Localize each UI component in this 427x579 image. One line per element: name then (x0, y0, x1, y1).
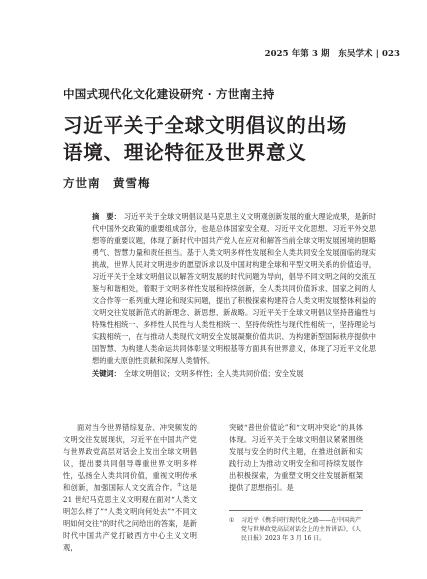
body-text: 面对当今世界错综复杂、冲突频发的文明交往发展现状，习近平在中国共产党与世界政党高层对话会上发出全球文明倡议，提出要共同倡导尊重世界文明多样性，弘扬全人类共同价值，重视文明传承和创新，加强国际人文交流合作。 (63, 423, 197, 492)
body-paragraph-right: 突破“普世价值论”和“文明冲突论”的具体体现。习近平关于全球文明倡议紧紧围绕发展与安全的时代主题，在推进创新和实践行动上为推动文明安全和可持续发展作出积极探索，为重塑文明交往发展新框架提供了思想指引。是 (229, 423, 363, 492)
keywords (92, 368, 376, 380)
footnote-mark: ① (229, 517, 235, 524)
body-text-continued: 这是 21 世纪马克思主义文明观在面对“人类文明怎么样了”“人类文明向何处去”“不同文明如何交往”的时代之问给出的答案，是新时代中国共产党打破西方中心主义文明观， (63, 483, 197, 552)
abstract-label: 摘 要： (92, 212, 121, 221)
article-authors: 方世南 黄雪梅 (63, 176, 151, 190)
footnote (229, 516, 363, 544)
abstract-block (92, 211, 376, 380)
body-column-left (63, 422, 197, 554)
running-head: 2025 年第 3 期 东吴学术 | 023 (264, 49, 400, 59)
article-header (63, 86, 363, 191)
keywords-text: 全球文明倡议；文明多样性；全人类共同价值；安全发展 (123, 369, 304, 378)
article-title: 习近平关于全球文明倡议的出场语境、理论特征及世界意义 (63, 114, 348, 164)
abstract (92, 211, 376, 367)
body-column-right (229, 422, 363, 494)
abstract-text: 习近平关于全球文明倡议是马克思主义文明观创新发展的重大理论成果，是新时代中国外交政策的重要组成部分，也是总体国家安全观、习近平文化思想、习近平外交思想等的重要议题，体现了新时代中国共产党人在应对和解答当前全球文明发展困境的胆略勇气、智慧力量和责任担当。基于人类文明多样性发展和全人类共同安全发展面临的现实挑战，世界人民对文明进步的愿望诉求以及中国对构建全球和平型文明关系的价值追寻，习近平关于全球文明倡议以解答文明发展的时代问题为导向，倡导不同文明之间的交流互鉴与和谐相处，着眼于文明多样性发展和持续创新，全人类共同价值诉求、国家之间的人文合作等一系列重大理论和现实问题，提出了积极探索构建符合人类文明发展整体利益的文明交往发展新范式的新理念、新思想、新战略。习近平关于全球文明倡议坚持普遍性与特殊性相统一、多样性人民性与人类性相统一、坚持传统性与现代性相统一，坚持理论与实践相统一，在与推动人类现代文明安全发展凝聚价值共识、为构建新型国际秩序提供中国智慧、为构建人类命运共同体彰显文明根基等方面具有世界意义，体现了习近平文化思想的重大原创性贡献和深厚人类情怀。 (92, 212, 376, 365)
column-title: 中国式现代化文化建设研究 · 方世南主持 (63, 87, 275, 101)
keywords-label: 关键词： (92, 369, 121, 378)
footnote-text: 习近平《携手同行现代化之路——在中国共产党与世界政党高层对话会上的主旨讲话》，《人民日报》2023 年 3 月 16 日。 (241, 517, 362, 543)
body-paragraph (63, 422, 197, 554)
footnote-divider (229, 510, 363, 511)
footnote-reference[interactable]: ① (177, 482, 183, 489)
